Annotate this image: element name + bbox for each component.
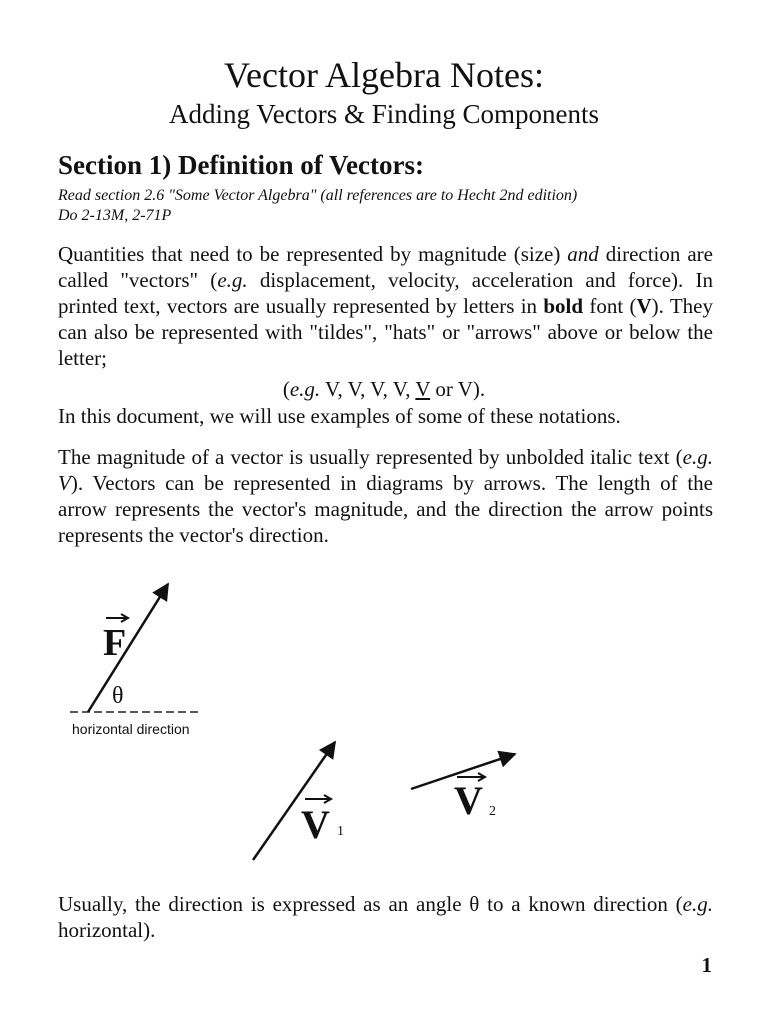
reading-note: Read section 2.6 "Some Vector Algebra" (all references are to Hecht 2nd edition) (58, 187, 578, 204)
document-title: Vector Algebra Notes: (224, 55, 544, 95)
vectors-v1-v2-diagram (245, 735, 535, 870)
homework-note: Do 2-13M, 2-71P (58, 207, 172, 224)
vector-v2-subscript: 2 (489, 804, 496, 819)
vector-f-label: F (103, 622, 127, 664)
page-number: 1 (701, 953, 712, 977)
vector-v1-label: V (301, 802, 330, 847)
vector-f-diagram (60, 572, 220, 744)
notation-note: In this document, we will use examples of some of these notations. (58, 404, 621, 428)
vector-v2-label: V (454, 778, 483, 823)
document-subtitle: Adding Vectors & Finding Components (168, 99, 599, 129)
notation-examples: (e.g. V, V, V, V, V or V). (282, 377, 486, 401)
paragraph-vectors-definition: Quantities that need to be represented by magnitude (size) and direction are called "vectors" (e.g. displacement, velocity, acceleration and force). In printed text, vectors are usually represented by letters in bold font (V). They can also be represented with "tildes", "hats" or "arrows" above or below the letter; (58, 242, 713, 370)
section-heading: Section 1) Definition of Vectors: (58, 150, 424, 180)
vector-f-arrow (88, 584, 168, 712)
paragraph-direction-angle: Usually, the direction is expressed as an angle θ to a known direction (e.g. horizontal). (58, 892, 713, 942)
horizontal-direction-label: horizontal direction (72, 721, 190, 737)
vector-v1-subscript: 1 (337, 824, 344, 839)
paragraph-magnitude: The magnitude of a vector is usually represented by unbolded italic text (e.g. V). Vectors can be represented in diagrams by arrows. The length of the arrow represents the vector's magnitude, and the direction the arrow points represents the vector's direction. (58, 445, 713, 547)
theta-label: θ (112, 683, 124, 709)
